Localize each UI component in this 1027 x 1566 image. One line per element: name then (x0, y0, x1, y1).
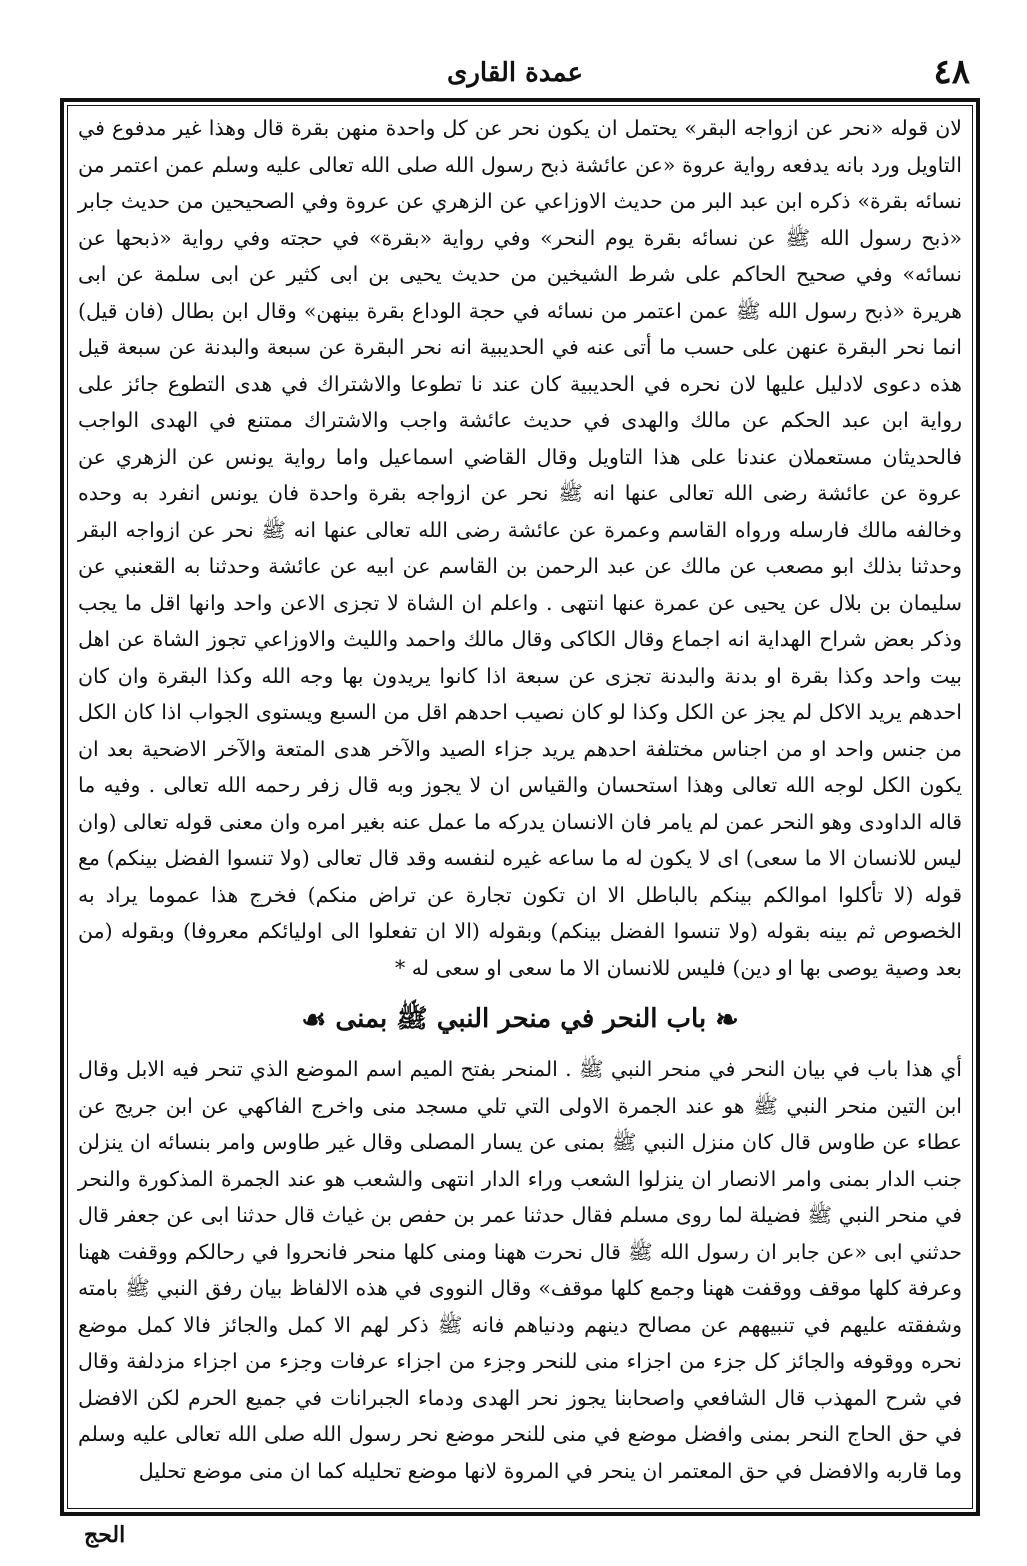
right-ornament-icon: ❧ (715, 1003, 739, 1036)
page-header (60, 52, 970, 98)
running-title: عمدة القارى (447, 58, 583, 88)
chapter-paragraph: أي هذا باب في بيان النحر في منحر النبي ﷺ . المنحر بفتح الميم اسم الموضع الذي تنحر فيه الابل وقال ابن التين منحر النبي ﷺ هو عند الجمرة الاولى التي تلي مسجد منى واخرج الفاكهي عن ابن جريج عن عطاء عن طاوس قال كان منزل النبي ﷺ بمنى عن يسار المصلى وقال غير طاوس وامر بنسائه ان ينزلن جنب الدار بمنى وامر الانصار ان ينزلوا الشعب وراء الدار انتهى والشعب هو عند الجمرة المذكورة والنحر في منحر النبي ﷺ فضيلة لما روى مسلم فقال حدثنا عمر بن حفص بن غياث قال حدثنا ابى عن جعفر قال حدثني ابى «عن جابر ان رسول الله ﷺ قال نحرت ههنا ومنى كلها منحر فانحروا في رحالكم ووقفت ههنا وعرفة كلها موقف ووقفت ههنا وجمع كلها موقف» وقال النووى في هذه الالفاظ بيان رفق النبي ﷺ بامته وشفقته عليهم في تنبيههم عن مصالح دينهم ودنياهم فانه ﷺ ذكر لهم الا كمل والجائز فالا كمل موضع نحره ووقوفه والجائز كل جزء من اجزاء منى للنحر وجزء من اجزاء عرفات وجزء من اجزاء مزدلفة وقال في شرح المهذب قال الشافعي واصحابنا يجوز نحر الهدى ودماء الجبرانات في جميع الحرم لكن الافضل في حق الحاج النحر بمنى وافضل موضع في منى للنحر موضع نحر رسول الله صلى الله تعالى عليه وسلم وما قاربه والافضل في حق المعتمر ان ينحر في المروة لانها موضع تحليله كما ان منى موضع تحليل (78, 1057, 962, 1483)
body-text (78, 110, 962, 1489)
chapter-heading-text: باب النحر في منحر النبي ﷺ بمنى (335, 1004, 707, 1034)
commentary-paragraph: لان قوله «نحر عن ازواجه البقر» يحتمل ان يكون نحر عن كل واحدة منهن بقرة قال وهذا غير مدفوع في التاويل ورد بانه يدفعه رواية عروة «عن عائشة ذبح رسول الله صلى الله تعالى عليه وسلم عمن اعتمر من نسائه بقرة» ذكره ابن عبد البر من حديث الاوزاعي عن الزهري عن عروة وفي الصحيحين من حديث جابر «ذبح رسول الله ﷺ عن نسائه بقرة يوم النحر» وفي رواية «بقرة» في حجته وفي رواية «ذبحها عن نسائه» وفي صحيح الحاكم على شرط الشيخين من حديث يحيى بن ابى كثير عن ابى سلمة عن ابى هريرة «ذبح رسول الله ﷺ عمن اعتمر من نسائه في حجة الوداع بقرة بينهن» وقال ابن بطال (فان قيل) انما نحر البقرة عنهن على حسب ما أتى عنه في الحديبية انه نحر البقرة عن سبعة والبدنة عن سبعة قيل هذه دعوى لادليل عليها لان نحره في الحديبية كان عند نا تطوعا والاشتراك في هدى التطوع جائز على رواية ابن عبد الحكم عن مالك والهدى في حديث عائشة واجب والاشتراك ممتنع في الهدى الواجب فالحديثان مستعملان عندنا على هذا التاويل وقال القاضي اسماعيل واما رواية يونس عن الزهري عن عروة عن عائشة رضى الله تعالى عنها انه ﷺ نحر عن ازواجه بقرة واحدة فان يونس انفرد به وحده وخالفه مالك فارسله ورواه القاسم وعمرة عن عائشة رضى الله تعالى عنها انه ﷺ نحر عن ازواجه البقر وحدثنا بذلك ابو مصعب عن مالك عن عبد الرحمن بن القاسم عن ابيه عن عائشة وحدثنا به القعنبي عن سليمان بن بلال عن يحيى عن عمرة عنها انتهى . واعلم ان الشاة لا تجزى الاعن واحد وانها اقل ما يجب وذكر بعض شراح الهداية انه اجماع وقال الكاكى وقال مالك واحمد والليث والاوزاعي تجوز الشاة عن اهل بيت واحد وكذا بقرة او بدنة والبدنة تجزى عن سبعة اذا كانوا يريدون بها وجه الله وكذا البقرة وان كان احدهم يريد الاكل لم يجز عن الكل وكذا لو كان نصيب احدهم اقل من السبع ويستوى الجواب اذا كان الكل من جنس واحد او من اجناس مختلفة احدهم يريد جزاء الصيد والآخر هدى المتعة والآخر الاضحية بعد ان يكون الكل لوجه الله تعالى وهذا استحسان والقياس ان لا يجوز وبه قال زفر رحمه الله تعالى . وفيه ما قاله الداودى وهو النحر عمن لم يامر فان الانسان يدركه ما عمل عنه بغير امره وان معنى قوله تعالى (وان ليس للانسان الا ما سعى) اى لا يكون له ما ساعه غيره لنفسه وقد قال تعالى (ولا تنسوا الفضل بينكم) مع قوله (لا تأكلوا اموالكم بينكم بالباطل الا ان تكون تجارة عن تراض منكم) فخرج هذا عموما يراد به الخصوص ثم بينه بقوله (ولا تنسوا الفضل بينكم) وبقوله (الا ان تفعلوا الى اوليائكم معروفا) وبقوله (من بعد وصية يوصى بها او دين) فليس للانسان الا ما سعى او سعى له * (78, 116, 962, 980)
page-number: ٤٨ (933, 52, 970, 92)
text-frame (60, 98, 980, 1516)
chapter-heading (78, 996, 962, 1043)
catchword: الحج (84, 1522, 126, 1548)
left-ornament-icon: ☙ (301, 1003, 327, 1036)
